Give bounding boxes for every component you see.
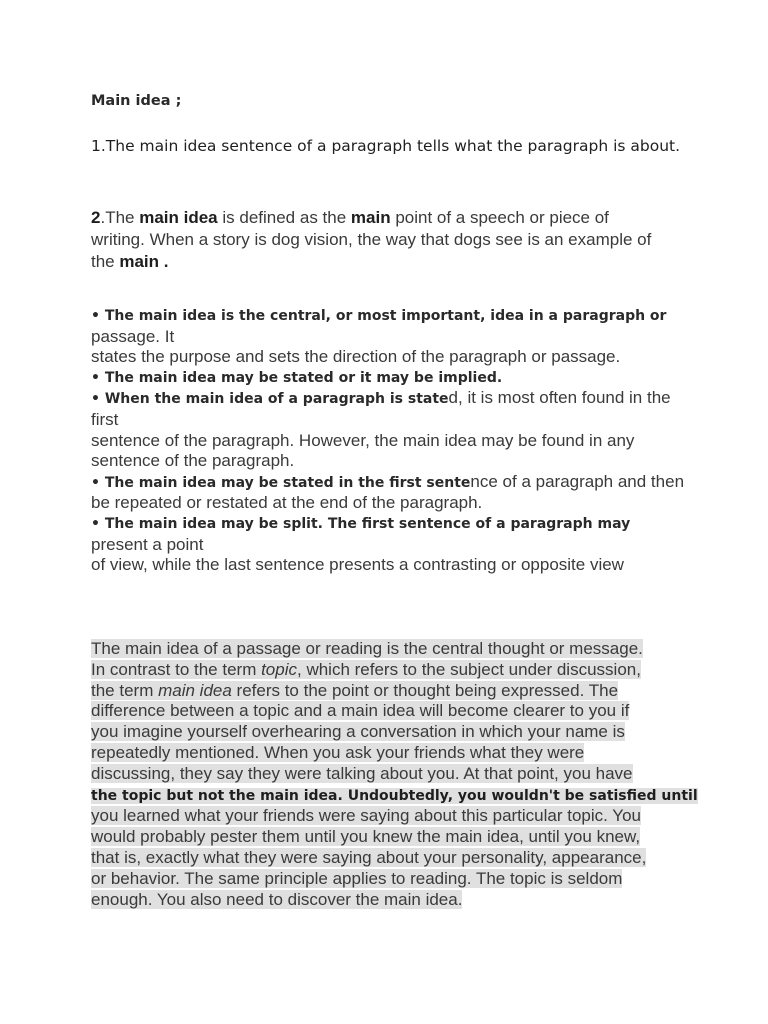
bold-run: • When the main idea of a paragraph is state xyxy=(91,391,449,408)
definition-2-line-3 xyxy=(91,251,691,273)
text-run: point of a speech or piece of xyxy=(390,208,609,227)
bullet-5: • The main idea may be split. The first sentence of a paragraph may xyxy=(91,515,631,532)
text-run: In contrast to the term xyxy=(91,659,262,679)
bullet-1: • The main idea is the central, or most important, idea in a paragraph or xyxy=(91,308,667,324)
definition-2-line-1 xyxy=(91,207,691,229)
bullet-4-line-2: be repeated or restated at the end of the paragraph. xyxy=(91,493,483,513)
text-run: difference between a topic and a main idea will become clearer to you if xyxy=(91,701,630,721)
highlight-line xyxy=(91,681,691,702)
text-run: enough. You also need to discover the main idea. xyxy=(91,889,463,909)
bullet-3 xyxy=(91,388,691,410)
bold-run: main xyxy=(350,208,391,227)
highlight-line xyxy=(91,701,691,722)
highlight-line xyxy=(91,869,691,890)
bullet-5-line-2: present a point xyxy=(91,534,204,554)
text-run xyxy=(91,681,618,700)
italic-run: main idea xyxy=(158,680,232,700)
bullet-5-line-3: of view, while the last sentence presents a contrasting or opposite view xyxy=(91,555,624,575)
text-run: The main idea of a passage or reading is the central thought or message. xyxy=(91,639,643,658)
text-run: d, it is most often found in the xyxy=(448,388,671,408)
bullet-2: • The main idea may be stated or it may be implied. xyxy=(91,369,503,386)
definition-2 xyxy=(91,207,691,273)
text-run: you learned what your friends were saying about this particular topic. You xyxy=(91,806,641,826)
highlight-line xyxy=(91,660,691,681)
bold-run: main idea xyxy=(139,208,218,227)
highlight-line xyxy=(91,890,691,911)
highlight-line xyxy=(91,764,691,785)
definition-2-line-2: writing. When a story is dog vision, the way that dogs see is an example of xyxy=(91,230,652,249)
highlight-line xyxy=(91,743,691,764)
bold-run: the topic but not the main idea. Undoubtedly, you wouldn't be satisfied until xyxy=(91,787,698,804)
highlighted-paragraph xyxy=(91,639,698,910)
text-run: would probably pester them until you knew the main idea, until you knew, xyxy=(91,827,641,847)
highlight-line xyxy=(91,785,698,807)
bullet-3-line-3: sentence of the paragraph. However, the main idea may be found in any xyxy=(91,430,635,450)
highlight-line xyxy=(91,827,691,848)
text-run: the xyxy=(91,252,120,271)
definition-1: 1.The main idea sentence of a paragraph tells what the paragraph is about. xyxy=(91,137,681,155)
bold-run: • The main idea may be stated in the first sente xyxy=(91,474,471,491)
text-run: .The xyxy=(100,208,140,227)
text-run xyxy=(91,660,641,679)
bullet-list xyxy=(91,306,691,576)
highlight-line xyxy=(91,722,691,743)
text-run: repeatedly mentioned. When you ask your friends what they were xyxy=(91,742,585,762)
bullet-3-line-2: first xyxy=(91,409,119,429)
italic-run: topic xyxy=(261,659,297,679)
text-run: is defined as the xyxy=(217,208,351,227)
definition-2-number: 2 xyxy=(91,208,101,227)
highlight-line xyxy=(91,848,691,869)
bullet-1-line-2: passage. It xyxy=(91,326,175,346)
text-run: the term xyxy=(91,680,159,700)
text-run: refers to the point or thought being expressed. The xyxy=(231,680,619,700)
bullet-1-line-3: states the purpose and sets the direction of the paragraph or passage. xyxy=(91,347,621,367)
bullet-3-line-4: sentence of the paragraph. xyxy=(91,451,295,471)
text-run: , which refers to the subject under discussion, xyxy=(297,659,641,679)
highlight-line xyxy=(91,806,691,827)
text-run: or behavior. The same principle applies to reading. The topic is seldom xyxy=(91,868,623,888)
page-heading: Main idea ; xyxy=(91,93,182,109)
text-run: that is, exactly what they were saying about your personality, appearance, xyxy=(91,847,647,867)
text-run: discussing, they say they were talking about you. At that point, you have xyxy=(91,763,633,783)
text-run: nce of a paragraph and then xyxy=(470,471,685,491)
highlight-line xyxy=(91,639,691,660)
bullet-4 xyxy=(91,472,691,494)
bold-run: main . xyxy=(119,252,169,271)
text-run: you imagine yourself overhearing a conversation in which your name is xyxy=(91,722,625,742)
